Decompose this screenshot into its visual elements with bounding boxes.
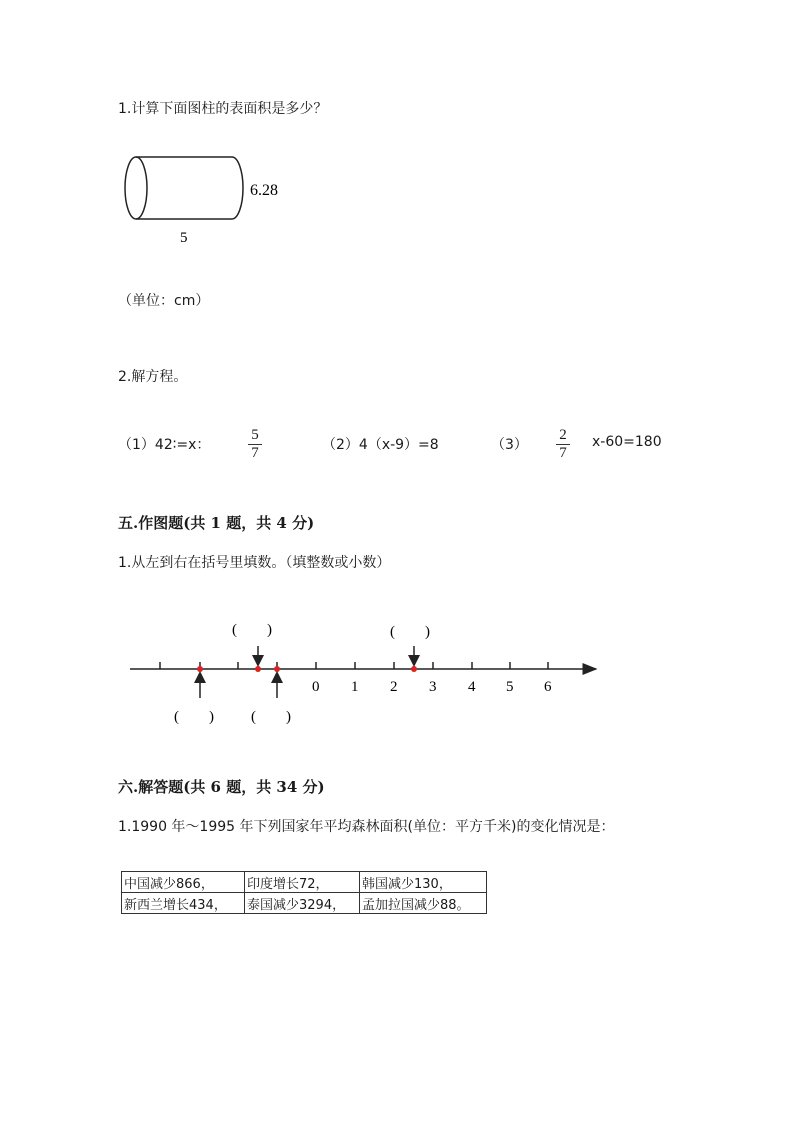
table-cell: 印度增长72，	[245, 872, 360, 893]
equation-2: （2）4（x-9）=8	[322, 437, 439, 453]
number-line-point	[255, 666, 261, 672]
table-row	[122, 893, 487, 914]
cylinder-height-label: 6.28	[250, 182, 278, 199]
equation-3-label: （3）	[491, 437, 528, 453]
q1-title: 1.计算下面图柱的表面积是多少？	[118, 101, 328, 117]
equation-1: （1）42∶=x：	[118, 437, 211, 453]
table-cell: 孟加拉国减少88。	[360, 893, 487, 914]
number-line-point	[197, 666, 203, 672]
cylinder-diagram	[118, 150, 298, 250]
section-5-q1-title: 1.从左到右在括号里填数。（填整数或小数）	[118, 555, 391, 571]
section-5-heading: 五.作图题(共 1 题，共 4 分)	[118, 514, 315, 532]
table-cell: 韩国减少130，	[360, 872, 487, 893]
section-6-q1-title: 1.1990 年～1995 年下列国家年平均森林面积(单位：平方千米)的变化情况是：	[118, 819, 615, 835]
number-line-tick-label: 0	[312, 679, 320, 695]
number-line-tick-label: 4	[468, 679, 476, 695]
cylinder-length-label: 5	[180, 230, 188, 246]
answer-blank-bottom-right[interactable]: ( )	[251, 709, 291, 725]
section-6-heading: 六.解答题(共 6 题，共 34 分)	[118, 778, 325, 796]
fraction-denominator: 7	[251, 445, 259, 461]
number-line-diagram	[120, 610, 620, 735]
number-line-tick-label: 2	[390, 679, 398, 695]
number-line-tick-label: 1	[351, 679, 359, 695]
number-line-tick-label: 5	[506, 679, 514, 695]
table-cell: 泰国减少3294，	[245, 893, 360, 914]
answer-blank-bottom-left[interactable]: ( )	[174, 709, 214, 725]
cylinder-left-end	[125, 157, 147, 219]
equation-3-fraction	[556, 428, 570, 461]
equation-1-fraction	[248, 428, 262, 461]
fraction-numerator: 5	[251, 427, 259, 443]
unit-note: （单位：cm）	[118, 293, 210, 309]
number-line-point	[411, 666, 417, 672]
forest-change-table	[121, 871, 487, 914]
number-line-point	[274, 666, 280, 672]
fraction-denominator: 7	[559, 445, 567, 461]
table-cell: 新西兰增长434，	[122, 893, 245, 914]
answer-blank-top-right[interactable]: ( )	[390, 624, 430, 640]
answer-blank-top-left[interactable]: ( )	[232, 622, 272, 638]
q2-title: 2.解方程。	[118, 369, 188, 385]
cylinder-right-end	[232, 157, 243, 219]
fraction-numerator: 2	[559, 427, 567, 443]
number-line-tick-label: 3	[429, 679, 437, 695]
number-line-tick-label: 6	[544, 679, 552, 695]
table-row	[122, 872, 487, 893]
table-cell: 中国减少866，	[122, 872, 245, 893]
equation-3-expression: x-60=180	[592, 434, 662, 450]
